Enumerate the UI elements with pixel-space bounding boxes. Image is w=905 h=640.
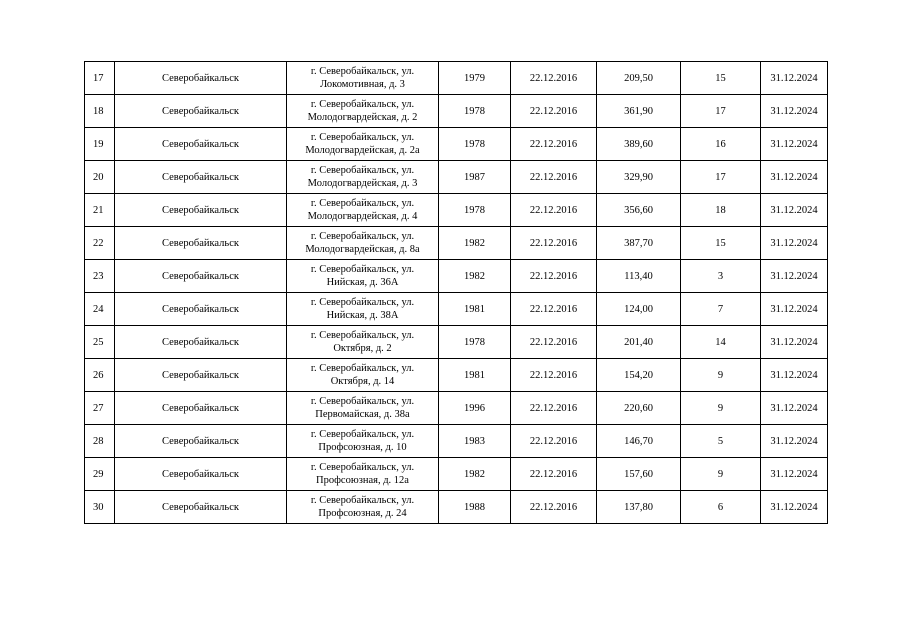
- deadline-cell: 31.12.2024: [761, 95, 828, 128]
- count-cell: 16: [681, 128, 761, 161]
- city-cell: Северобайкальск: [115, 458, 287, 491]
- row-number-cell: 18: [85, 95, 115, 128]
- address-line-2: Молодогвардейская, д. 2: [307, 112, 418, 123]
- count-cell: 18: [681, 194, 761, 227]
- year-built-cell: 1978: [439, 128, 511, 161]
- area-cell: 113,40: [597, 260, 681, 293]
- date-cell: 22.12.2016: [511, 326, 597, 359]
- address-line-1: г. Северобайкальск, ул.: [310, 396, 415, 407]
- deadline-cell: 31.12.2024: [761, 425, 828, 458]
- year-built-cell: 1982: [439, 458, 511, 491]
- deadline-cell: 31.12.2024: [761, 194, 828, 227]
- count-cell: 6: [681, 491, 761, 524]
- count-cell: 5: [681, 425, 761, 458]
- row-number-cell: 21: [85, 194, 115, 227]
- area-cell: 201,40: [597, 326, 681, 359]
- row-number-cell: 19: [85, 128, 115, 161]
- table-row: [85, 194, 828, 227]
- row-number-cell: 25: [85, 326, 115, 359]
- row-number-cell: 22: [85, 227, 115, 260]
- address-cell: [287, 359, 439, 392]
- address-line-2: Профсоюзная, д. 24: [318, 508, 407, 519]
- address-cell: [287, 128, 439, 161]
- address-line-1: г. Северобайкальск, ул.: [310, 231, 415, 242]
- address-line-1: г. Северобайкальск, ул.: [310, 165, 415, 176]
- area-cell: 209,50: [597, 62, 681, 95]
- date-cell: 22.12.2016: [511, 194, 597, 227]
- year-built-cell: 1978: [439, 326, 511, 359]
- area-cell: 329,90: [597, 161, 681, 194]
- count-cell: 9: [681, 458, 761, 491]
- address-line-1: г. Северобайкальск, ул.: [310, 198, 415, 209]
- area-cell: 157,60: [597, 458, 681, 491]
- city-cell: Северобайкальск: [115, 62, 287, 95]
- address-cell: [287, 491, 439, 524]
- address-cell: [287, 293, 439, 326]
- table-row: [85, 458, 828, 491]
- row-number-cell: 20: [85, 161, 115, 194]
- address-line-1: г. Северобайкальск, ул.: [310, 330, 415, 341]
- city-cell: Северобайкальск: [115, 227, 287, 260]
- year-built-cell: 1987: [439, 161, 511, 194]
- deadline-cell: 31.12.2024: [761, 260, 828, 293]
- area-cell: 356,60: [597, 194, 681, 227]
- count-cell: 9: [681, 359, 761, 392]
- address-line-2: Нийская, д. 36А: [326, 277, 399, 288]
- area-cell: 387,70: [597, 227, 681, 260]
- deadline-cell: 31.12.2024: [761, 227, 828, 260]
- address-line-1: г. Северобайкальск, ул.: [310, 132, 415, 143]
- row-number-cell: 24: [85, 293, 115, 326]
- count-cell: 15: [681, 227, 761, 260]
- table-row: [85, 392, 828, 425]
- year-built-cell: 1982: [439, 227, 511, 260]
- address-line-2: Молодогвардейская, д. 4: [307, 211, 418, 222]
- city-cell: Северобайкальск: [115, 260, 287, 293]
- address-line-2: Молодогвардейская, д. 2а: [305, 145, 420, 156]
- address-cell: [287, 95, 439, 128]
- address-line-2: Профсоюзная, д. 10: [318, 442, 407, 453]
- table-row: [85, 293, 828, 326]
- address-line-2: Нийская, д. 38А: [326, 310, 399, 321]
- address-line-1: г. Северобайкальск, ул.: [310, 462, 415, 473]
- deadline-cell: 31.12.2024: [761, 359, 828, 392]
- city-cell: Северобайкальск: [115, 326, 287, 359]
- address-line-1: г. Северобайкальск, ул.: [310, 264, 415, 275]
- address-cell: [287, 227, 439, 260]
- address-cell: [287, 326, 439, 359]
- table-row: [85, 128, 828, 161]
- deadline-cell: 31.12.2024: [761, 392, 828, 425]
- row-number-cell: 30: [85, 491, 115, 524]
- year-built-cell: 1978: [439, 194, 511, 227]
- deadline-cell: 31.12.2024: [761, 161, 828, 194]
- date-cell: 22.12.2016: [511, 227, 597, 260]
- city-cell: Северобайкальск: [115, 95, 287, 128]
- address-line-1: г. Северобайкальск, ул.: [310, 297, 415, 308]
- count-cell: 15: [681, 62, 761, 95]
- address-cell: [287, 161, 439, 194]
- table-row: [85, 425, 828, 458]
- address-cell: [287, 458, 439, 491]
- year-built-cell: 1982: [439, 260, 511, 293]
- address-line-2: Октября, д. 2: [333, 343, 392, 354]
- date-cell: 22.12.2016: [511, 161, 597, 194]
- address-line-1: г. Северобайкальск, ул.: [310, 495, 415, 506]
- table-row: [85, 161, 828, 194]
- address-cell: [287, 425, 439, 458]
- address-line-2: Октября, д. 14: [330, 376, 395, 387]
- city-cell: Северобайкальск: [115, 392, 287, 425]
- year-built-cell: 1981: [439, 359, 511, 392]
- city-cell: Северобайкальск: [115, 293, 287, 326]
- housing-registry-table: [84, 61, 828, 524]
- area-cell: 124,00: [597, 293, 681, 326]
- city-cell: Северобайкальск: [115, 128, 287, 161]
- year-built-cell: 1983: [439, 425, 511, 458]
- date-cell: 22.12.2016: [511, 293, 597, 326]
- address-line-2: Локомотивная, д. 3: [320, 79, 405, 90]
- address-line-2: Профсоюзная, д. 12а: [316, 475, 409, 486]
- row-number-cell: 28: [85, 425, 115, 458]
- area-cell: 361,90: [597, 95, 681, 128]
- deadline-cell: 31.12.2024: [761, 491, 828, 524]
- count-cell: 14: [681, 326, 761, 359]
- row-number-cell: 23: [85, 260, 115, 293]
- date-cell: 22.12.2016: [511, 425, 597, 458]
- address-line-1: г. Северобайкальск, ул.: [310, 99, 415, 110]
- area-cell: 389,60: [597, 128, 681, 161]
- count-cell: 3: [681, 260, 761, 293]
- deadline-cell: 31.12.2024: [761, 458, 828, 491]
- address-line-2: Первомайская, д. 38а: [315, 409, 410, 420]
- address-cell: [287, 62, 439, 95]
- count-cell: 7: [681, 293, 761, 326]
- year-built-cell: 1981: [439, 293, 511, 326]
- date-cell: 22.12.2016: [511, 62, 597, 95]
- address-line-1: г. Северобайкальск, ул.: [310, 429, 415, 440]
- count-cell: 17: [681, 161, 761, 194]
- area-cell: 137,80: [597, 491, 681, 524]
- year-built-cell: 1978: [439, 95, 511, 128]
- row-number-cell: 26: [85, 359, 115, 392]
- address-line-1: г. Северобайкальск, ул.: [310, 66, 415, 77]
- area-cell: 220,60: [597, 392, 681, 425]
- count-cell: 9: [681, 392, 761, 425]
- row-number-cell: 17: [85, 62, 115, 95]
- deadline-cell: 31.12.2024: [761, 62, 828, 95]
- date-cell: 22.12.2016: [511, 392, 597, 425]
- row-number-cell: 29: [85, 458, 115, 491]
- date-cell: 22.12.2016: [511, 95, 597, 128]
- date-cell: 22.12.2016: [511, 491, 597, 524]
- table-row: [85, 227, 828, 260]
- table-row: [85, 491, 828, 524]
- city-cell: Северобайкальск: [115, 425, 287, 458]
- city-cell: Северобайкальск: [115, 194, 287, 227]
- date-cell: 22.12.2016: [511, 260, 597, 293]
- deadline-cell: 31.12.2024: [761, 326, 828, 359]
- address-cell: [287, 260, 439, 293]
- city-cell: Северобайкальск: [115, 161, 287, 194]
- address-line-2: Молодогвардейская, д. 8а: [305, 244, 420, 255]
- deadline-cell: 31.12.2024: [761, 293, 828, 326]
- table-row: [85, 62, 828, 95]
- year-built-cell: 1996: [439, 392, 511, 425]
- table-row: [85, 359, 828, 392]
- count-cell: 17: [681, 95, 761, 128]
- date-cell: 22.12.2016: [511, 359, 597, 392]
- area-cell: 154,20: [597, 359, 681, 392]
- address-line-2: Молодогвардейская, д. 3: [307, 178, 418, 189]
- year-built-cell: 1988: [439, 491, 511, 524]
- table-row: [85, 95, 828, 128]
- table-row: [85, 260, 828, 293]
- address-cell: [287, 392, 439, 425]
- table-body: [85, 62, 828, 524]
- city-cell: Северобайкальск: [115, 491, 287, 524]
- row-number-cell: 27: [85, 392, 115, 425]
- table-row: [85, 326, 828, 359]
- address-line-1: г. Северобайкальск, ул.: [310, 363, 415, 374]
- date-cell: 22.12.2016: [511, 128, 597, 161]
- address-cell: [287, 194, 439, 227]
- city-cell: Северобайкальск: [115, 359, 287, 392]
- deadline-cell: 31.12.2024: [761, 128, 828, 161]
- area-cell: 146,70: [597, 425, 681, 458]
- year-built-cell: 1979: [439, 62, 511, 95]
- date-cell: 22.12.2016: [511, 458, 597, 491]
